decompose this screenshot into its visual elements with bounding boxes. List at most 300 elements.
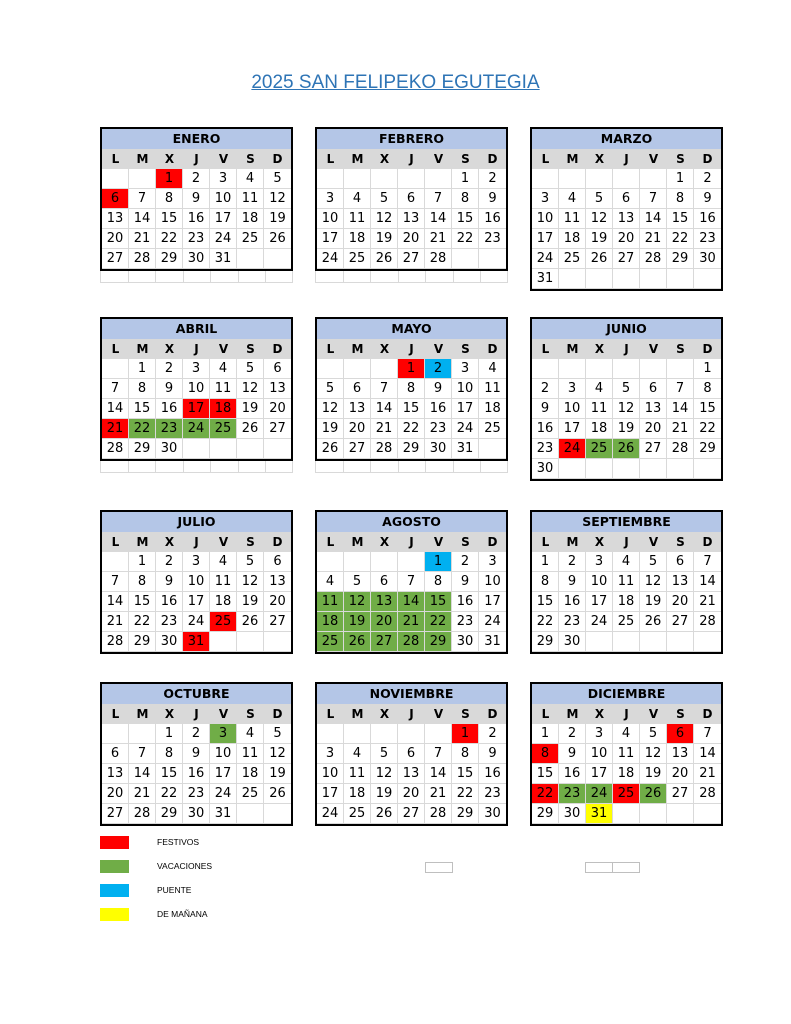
weekday-label: D xyxy=(702,707,713,721)
weekday-label: D xyxy=(702,152,713,166)
day-cell: 12 xyxy=(344,592,371,612)
month-name: ENERO xyxy=(102,129,291,149)
weekday-label: L xyxy=(326,535,335,549)
day-cell: 16 xyxy=(452,592,479,612)
day-cell: 22 xyxy=(452,229,479,249)
empty-day-cell xyxy=(613,269,640,289)
day-cell: 4 xyxy=(317,572,344,592)
day-cell: 31 xyxy=(210,249,237,269)
day-cell: 31 xyxy=(210,804,237,824)
day-cell: 4 xyxy=(237,724,264,744)
day-cell: 21 xyxy=(129,784,156,804)
weekday-label: S xyxy=(676,342,685,356)
month-name: JUNIO xyxy=(532,319,721,339)
weekday-label: X xyxy=(379,342,390,356)
weekday-label: L xyxy=(111,535,120,549)
day-cell: 2 xyxy=(694,169,721,189)
empty-day-cell xyxy=(129,724,156,744)
day-cell: 8 xyxy=(694,379,721,399)
weekday-label: L xyxy=(541,342,550,356)
day-cell: 4 xyxy=(344,744,371,764)
day-cell: 8 xyxy=(532,744,559,764)
day-cell: 19 xyxy=(371,229,398,249)
empty-spare-row xyxy=(100,271,293,283)
spare-cell xyxy=(100,271,128,283)
empty-day-cell xyxy=(667,632,694,652)
day-cell: 24 xyxy=(210,784,237,804)
weekday-label: J xyxy=(194,535,199,549)
day-cell: 5 xyxy=(640,724,667,744)
day-cell: 4 xyxy=(210,552,237,572)
day-cell: 1 xyxy=(156,724,183,744)
day-cell: 23 xyxy=(479,784,506,804)
spare-cell xyxy=(183,461,211,473)
day-cell: 14 xyxy=(640,209,667,229)
day-cell: 25 xyxy=(317,632,344,652)
day-cell: 22 xyxy=(532,612,559,632)
day-cell: 12 xyxy=(586,209,613,229)
day-cell: 9 xyxy=(479,189,506,209)
day-cell: 5 xyxy=(586,189,613,209)
month-table xyxy=(530,127,723,291)
day-cell: 3 xyxy=(210,724,237,744)
day-cell: 1 xyxy=(452,724,479,744)
empty-day-cell xyxy=(613,169,640,189)
weekday-label: M xyxy=(351,152,364,166)
month-name: FEBRERO xyxy=(317,129,506,149)
day-cell: 27 xyxy=(640,439,667,459)
day-cell: 29 xyxy=(452,804,479,824)
day-grid xyxy=(317,724,506,824)
day-cell: 6 xyxy=(102,189,129,209)
day-cell: 28 xyxy=(425,804,452,824)
day-cell: 29 xyxy=(694,439,721,459)
weekday-label: L xyxy=(541,152,550,166)
day-cell: 3 xyxy=(183,552,210,572)
day-cell: 11 xyxy=(344,209,371,229)
day-cell: 24 xyxy=(317,249,344,269)
weekday-label: J xyxy=(409,707,414,721)
day-cell: 5 xyxy=(237,359,264,379)
day-cell: 8 xyxy=(129,379,156,399)
day-cell: 14 xyxy=(102,592,129,612)
day-cell: 20 xyxy=(667,764,694,784)
weekday-label: S xyxy=(461,342,470,356)
day-cell: 15 xyxy=(452,209,479,229)
weekday-header-row xyxy=(317,339,506,359)
day-cell: 15 xyxy=(532,764,559,784)
day-cell: 24 xyxy=(210,229,237,249)
day-cell: 19 xyxy=(264,209,291,229)
empty-day-cell xyxy=(371,169,398,189)
empty-day-cell xyxy=(532,169,559,189)
legend-label: DE MAÑANA xyxy=(157,909,208,919)
day-cell: 14 xyxy=(102,399,129,419)
empty-day-cell xyxy=(640,632,667,652)
day-cell: 25 xyxy=(237,784,264,804)
empty-day-cell xyxy=(586,269,613,289)
empty-day-cell xyxy=(586,459,613,479)
day-cell: 9 xyxy=(559,572,586,592)
day-cell: 21 xyxy=(398,612,425,632)
day-cell: 23 xyxy=(694,229,721,249)
day-cell: 13 xyxy=(613,209,640,229)
weekday-label: V xyxy=(433,152,444,166)
day-cell: 6 xyxy=(667,552,694,572)
day-cell: 6 xyxy=(640,379,667,399)
day-cell: 10 xyxy=(586,744,613,764)
day-cell: 30 xyxy=(532,459,559,479)
day-cell: 21 xyxy=(371,419,398,439)
weekday-label: X xyxy=(164,342,175,356)
day-cell: 22 xyxy=(694,419,721,439)
day-cell: 19 xyxy=(317,419,344,439)
day-cell: 1 xyxy=(452,169,479,189)
empty-day-cell xyxy=(532,359,559,379)
day-cell: 9 xyxy=(183,744,210,764)
spare-cell xyxy=(128,271,156,283)
day-cell: 26 xyxy=(640,612,667,632)
day-cell: 30 xyxy=(156,439,183,459)
weekday-label: L xyxy=(111,707,120,721)
spare-cell xyxy=(238,461,266,473)
weekday-header-row xyxy=(102,532,291,552)
month-name: DICIEMBRE xyxy=(532,684,721,704)
day-cell: 20 xyxy=(264,592,291,612)
day-cell: 26 xyxy=(371,804,398,824)
day-cell: 2 xyxy=(559,552,586,572)
weekday-label: S xyxy=(246,342,255,356)
day-cell: 5 xyxy=(613,379,640,399)
empty-day-cell xyxy=(102,359,129,379)
empty-day-cell xyxy=(586,169,613,189)
day-cell: 10 xyxy=(559,399,586,419)
spare-cell xyxy=(370,271,398,283)
empty-day-cell xyxy=(613,359,640,379)
day-cell: 17 xyxy=(586,592,613,612)
day-cell: 12 xyxy=(371,209,398,229)
empty-day-cell xyxy=(667,269,694,289)
weekday-label: D xyxy=(487,152,498,166)
day-cell: 28 xyxy=(694,612,721,632)
day-cell: 6 xyxy=(371,572,398,592)
day-cell: 12 xyxy=(264,744,291,764)
day-cell: 5 xyxy=(371,189,398,209)
day-grid xyxy=(317,359,506,459)
empty-day-cell xyxy=(613,804,640,824)
day-cell: 5 xyxy=(317,379,344,399)
day-cell: 13 xyxy=(667,744,694,764)
month-septiembre xyxy=(530,510,723,654)
day-cell: 29 xyxy=(425,632,452,652)
spare-cell xyxy=(453,461,481,473)
weekday-label: S xyxy=(246,152,255,166)
day-cell: 17 xyxy=(317,784,344,804)
empty-day-cell xyxy=(129,169,156,189)
day-cell: 11 xyxy=(237,189,264,209)
day-cell: 12 xyxy=(317,399,344,419)
weekday-label: S xyxy=(461,535,470,549)
day-cell: 16 xyxy=(559,592,586,612)
day-cell: 3 xyxy=(317,744,344,764)
day-cell: 24 xyxy=(559,439,586,459)
empty-day-cell xyxy=(640,359,667,379)
day-cell: 30 xyxy=(479,804,506,824)
day-cell: 3 xyxy=(210,169,237,189)
weekday-label: S xyxy=(246,707,255,721)
day-cell: 13 xyxy=(640,399,667,419)
weekday-label: V xyxy=(433,707,444,721)
day-cell: 2 xyxy=(156,552,183,572)
day-cell: 20 xyxy=(264,399,291,419)
day-cell: 25 xyxy=(559,249,586,269)
day-cell: 19 xyxy=(237,399,264,419)
day-cell: 18 xyxy=(210,399,237,419)
day-cell: 15 xyxy=(156,764,183,784)
day-cell: 13 xyxy=(398,764,425,784)
day-cell: 2 xyxy=(425,359,452,379)
day-cell: 7 xyxy=(694,724,721,744)
weekday-header-row xyxy=(102,149,291,169)
day-cell: 18 xyxy=(479,399,506,419)
weekday-label: X xyxy=(379,152,390,166)
legend-item-festivo xyxy=(100,836,280,850)
month-table xyxy=(315,317,508,461)
day-cell: 21 xyxy=(694,592,721,612)
day-cell: 14 xyxy=(398,592,425,612)
day-cell: 27 xyxy=(344,439,371,459)
weekday-label: J xyxy=(624,342,629,356)
day-cell: 29 xyxy=(532,632,559,652)
day-cell: 17 xyxy=(317,229,344,249)
spare-cell xyxy=(480,461,508,473)
day-cell: 22 xyxy=(129,612,156,632)
day-cell: 28 xyxy=(398,632,425,652)
day-cell: 6 xyxy=(264,552,291,572)
day-cell: 19 xyxy=(586,229,613,249)
day-cell: 5 xyxy=(264,724,291,744)
day-cell: 27 xyxy=(371,632,398,652)
day-cell: 15 xyxy=(532,592,559,612)
empty-day-cell xyxy=(694,269,721,289)
day-cell: 29 xyxy=(156,249,183,269)
day-cell: 2 xyxy=(532,379,559,399)
month-table xyxy=(530,682,723,826)
day-cell: 20 xyxy=(102,784,129,804)
day-cell: 20 xyxy=(398,784,425,804)
day-cell: 16 xyxy=(183,209,210,229)
day-cell: 25 xyxy=(586,439,613,459)
day-cell: 14 xyxy=(425,209,452,229)
weekday-header-row xyxy=(317,704,506,724)
day-cell: 11 xyxy=(317,592,344,612)
empty-day-cell xyxy=(559,269,586,289)
legend-label: VACACIONES xyxy=(157,861,213,871)
day-cell: 18 xyxy=(344,784,371,804)
day-cell: 4 xyxy=(586,379,613,399)
weekday-label: D xyxy=(272,342,283,356)
spare-cell xyxy=(155,461,183,473)
day-cell: 22 xyxy=(532,784,559,804)
weekday-label: J xyxy=(624,535,629,549)
day-cell: 13 xyxy=(667,572,694,592)
day-cell: 2 xyxy=(479,169,506,189)
day-grid xyxy=(532,169,721,289)
day-cell: 19 xyxy=(344,612,371,632)
day-cell: 1 xyxy=(667,169,694,189)
day-cell: 18 xyxy=(586,419,613,439)
day-cell: 24 xyxy=(183,612,210,632)
month-name: SEPTIEMBRE xyxy=(532,512,721,532)
weekday-label: S xyxy=(246,535,255,549)
empty-day-cell xyxy=(613,459,640,479)
day-cell: 23 xyxy=(183,784,210,804)
day-cell: 17 xyxy=(183,399,210,419)
day-cell: 30 xyxy=(183,249,210,269)
empty-day-cell xyxy=(371,359,398,379)
day-cell: 19 xyxy=(640,592,667,612)
day-cell: 28 xyxy=(129,249,156,269)
empty-cell-outline xyxy=(425,862,453,873)
spare-cell xyxy=(398,461,426,473)
spare-cell xyxy=(315,271,343,283)
weekday-label: L xyxy=(326,342,335,356)
weekday-label: X xyxy=(594,535,605,549)
weekday-label: V xyxy=(218,535,229,549)
day-cell: 6 xyxy=(102,744,129,764)
day-grid xyxy=(102,552,291,652)
weekday-label: M xyxy=(566,535,579,549)
spare-cell xyxy=(265,271,293,283)
month-name: AGOSTO xyxy=(317,512,506,532)
day-cell: 27 xyxy=(398,249,425,269)
empty-spare-row xyxy=(315,461,508,473)
day-cell: 11 xyxy=(559,209,586,229)
day-cell: 16 xyxy=(156,592,183,612)
day-cell: 10 xyxy=(452,379,479,399)
day-cell: 17 xyxy=(210,209,237,229)
month-table xyxy=(100,682,293,826)
day-cell: 12 xyxy=(237,572,264,592)
day-cell: 28 xyxy=(694,784,721,804)
weekday-label: D xyxy=(272,152,283,166)
day-cell: 23 xyxy=(532,439,559,459)
day-cell: 6 xyxy=(344,379,371,399)
day-cell: 5 xyxy=(344,572,371,592)
day-cell: 4 xyxy=(479,359,506,379)
empty-day-cell xyxy=(667,804,694,824)
day-cell: 16 xyxy=(559,764,586,784)
day-cell: 21 xyxy=(425,784,452,804)
weekday-label: M xyxy=(351,342,364,356)
empty-day-cell xyxy=(210,632,237,652)
weekday-label: S xyxy=(676,707,685,721)
day-cell: 25 xyxy=(479,419,506,439)
weekday-label: M xyxy=(566,152,579,166)
month-marzo xyxy=(530,127,723,291)
month-table xyxy=(315,510,508,654)
empty-day-cell xyxy=(344,359,371,379)
day-cell: 30 xyxy=(559,804,586,824)
day-cell: 26 xyxy=(264,784,291,804)
weekday-label: M xyxy=(136,342,149,356)
day-grid xyxy=(102,724,291,824)
day-cell: 23 xyxy=(425,419,452,439)
weekday-label: V xyxy=(433,342,444,356)
weekday-header-row xyxy=(532,149,721,169)
day-cell: 16 xyxy=(479,764,506,784)
empty-day-cell xyxy=(264,439,291,459)
legend-item-manana xyxy=(100,908,280,922)
day-cell: 31 xyxy=(452,439,479,459)
empty-day-cell xyxy=(640,459,667,479)
day-cell: 1 xyxy=(398,359,425,379)
day-cell: 23 xyxy=(452,612,479,632)
weekday-label: M xyxy=(351,535,364,549)
day-cell: 8 xyxy=(129,572,156,592)
day-cell: 28 xyxy=(102,439,129,459)
day-cell: 16 xyxy=(479,209,506,229)
day-cell: 14 xyxy=(425,764,452,784)
day-cell: 5 xyxy=(237,552,264,572)
day-cell: 1 xyxy=(156,169,183,189)
day-cell: 15 xyxy=(694,399,721,419)
day-cell: 29 xyxy=(129,439,156,459)
day-cell: 26 xyxy=(613,439,640,459)
day-cell: 12 xyxy=(613,399,640,419)
day-cell: 19 xyxy=(613,419,640,439)
day-cell: 9 xyxy=(425,379,452,399)
spare-cell xyxy=(398,271,426,283)
day-cell: 4 xyxy=(344,189,371,209)
day-grid xyxy=(317,552,506,652)
day-cell: 7 xyxy=(102,572,129,592)
day-cell: 24 xyxy=(183,419,210,439)
weekday-label: M xyxy=(136,152,149,166)
empty-day-cell xyxy=(586,632,613,652)
day-cell: 25 xyxy=(613,612,640,632)
weekday-label: V xyxy=(218,707,229,721)
day-cell: 27 xyxy=(613,249,640,269)
day-cell: 12 xyxy=(640,572,667,592)
legend-swatch xyxy=(100,860,129,873)
empty-day-cell xyxy=(344,169,371,189)
day-cell: 19 xyxy=(237,592,264,612)
day-cell: 9 xyxy=(156,572,183,592)
day-cell: 29 xyxy=(667,249,694,269)
day-cell: 17 xyxy=(183,592,210,612)
month-name: NOVIEMBRE xyxy=(317,684,506,704)
day-cell: 27 xyxy=(102,804,129,824)
day-cell: 21 xyxy=(425,229,452,249)
weekday-header-row xyxy=(102,704,291,724)
day-cell: 11 xyxy=(210,379,237,399)
day-cell: 15 xyxy=(398,399,425,419)
empty-day-cell xyxy=(317,169,344,189)
weekday-label: X xyxy=(164,535,175,549)
weekday-label: J xyxy=(194,342,199,356)
day-cell: 13 xyxy=(264,572,291,592)
page-title: 2025 SAN FELIPEKO EGUTEGIA xyxy=(251,72,540,93)
day-cell: 18 xyxy=(237,764,264,784)
day-cell: 22 xyxy=(452,784,479,804)
empty-day-cell xyxy=(559,459,586,479)
day-grid xyxy=(532,552,721,652)
legend-label: FESTIVOS xyxy=(157,837,200,847)
day-cell: 15 xyxy=(129,399,156,419)
weekday-header-row xyxy=(317,149,506,169)
day-cell: 3 xyxy=(183,359,210,379)
